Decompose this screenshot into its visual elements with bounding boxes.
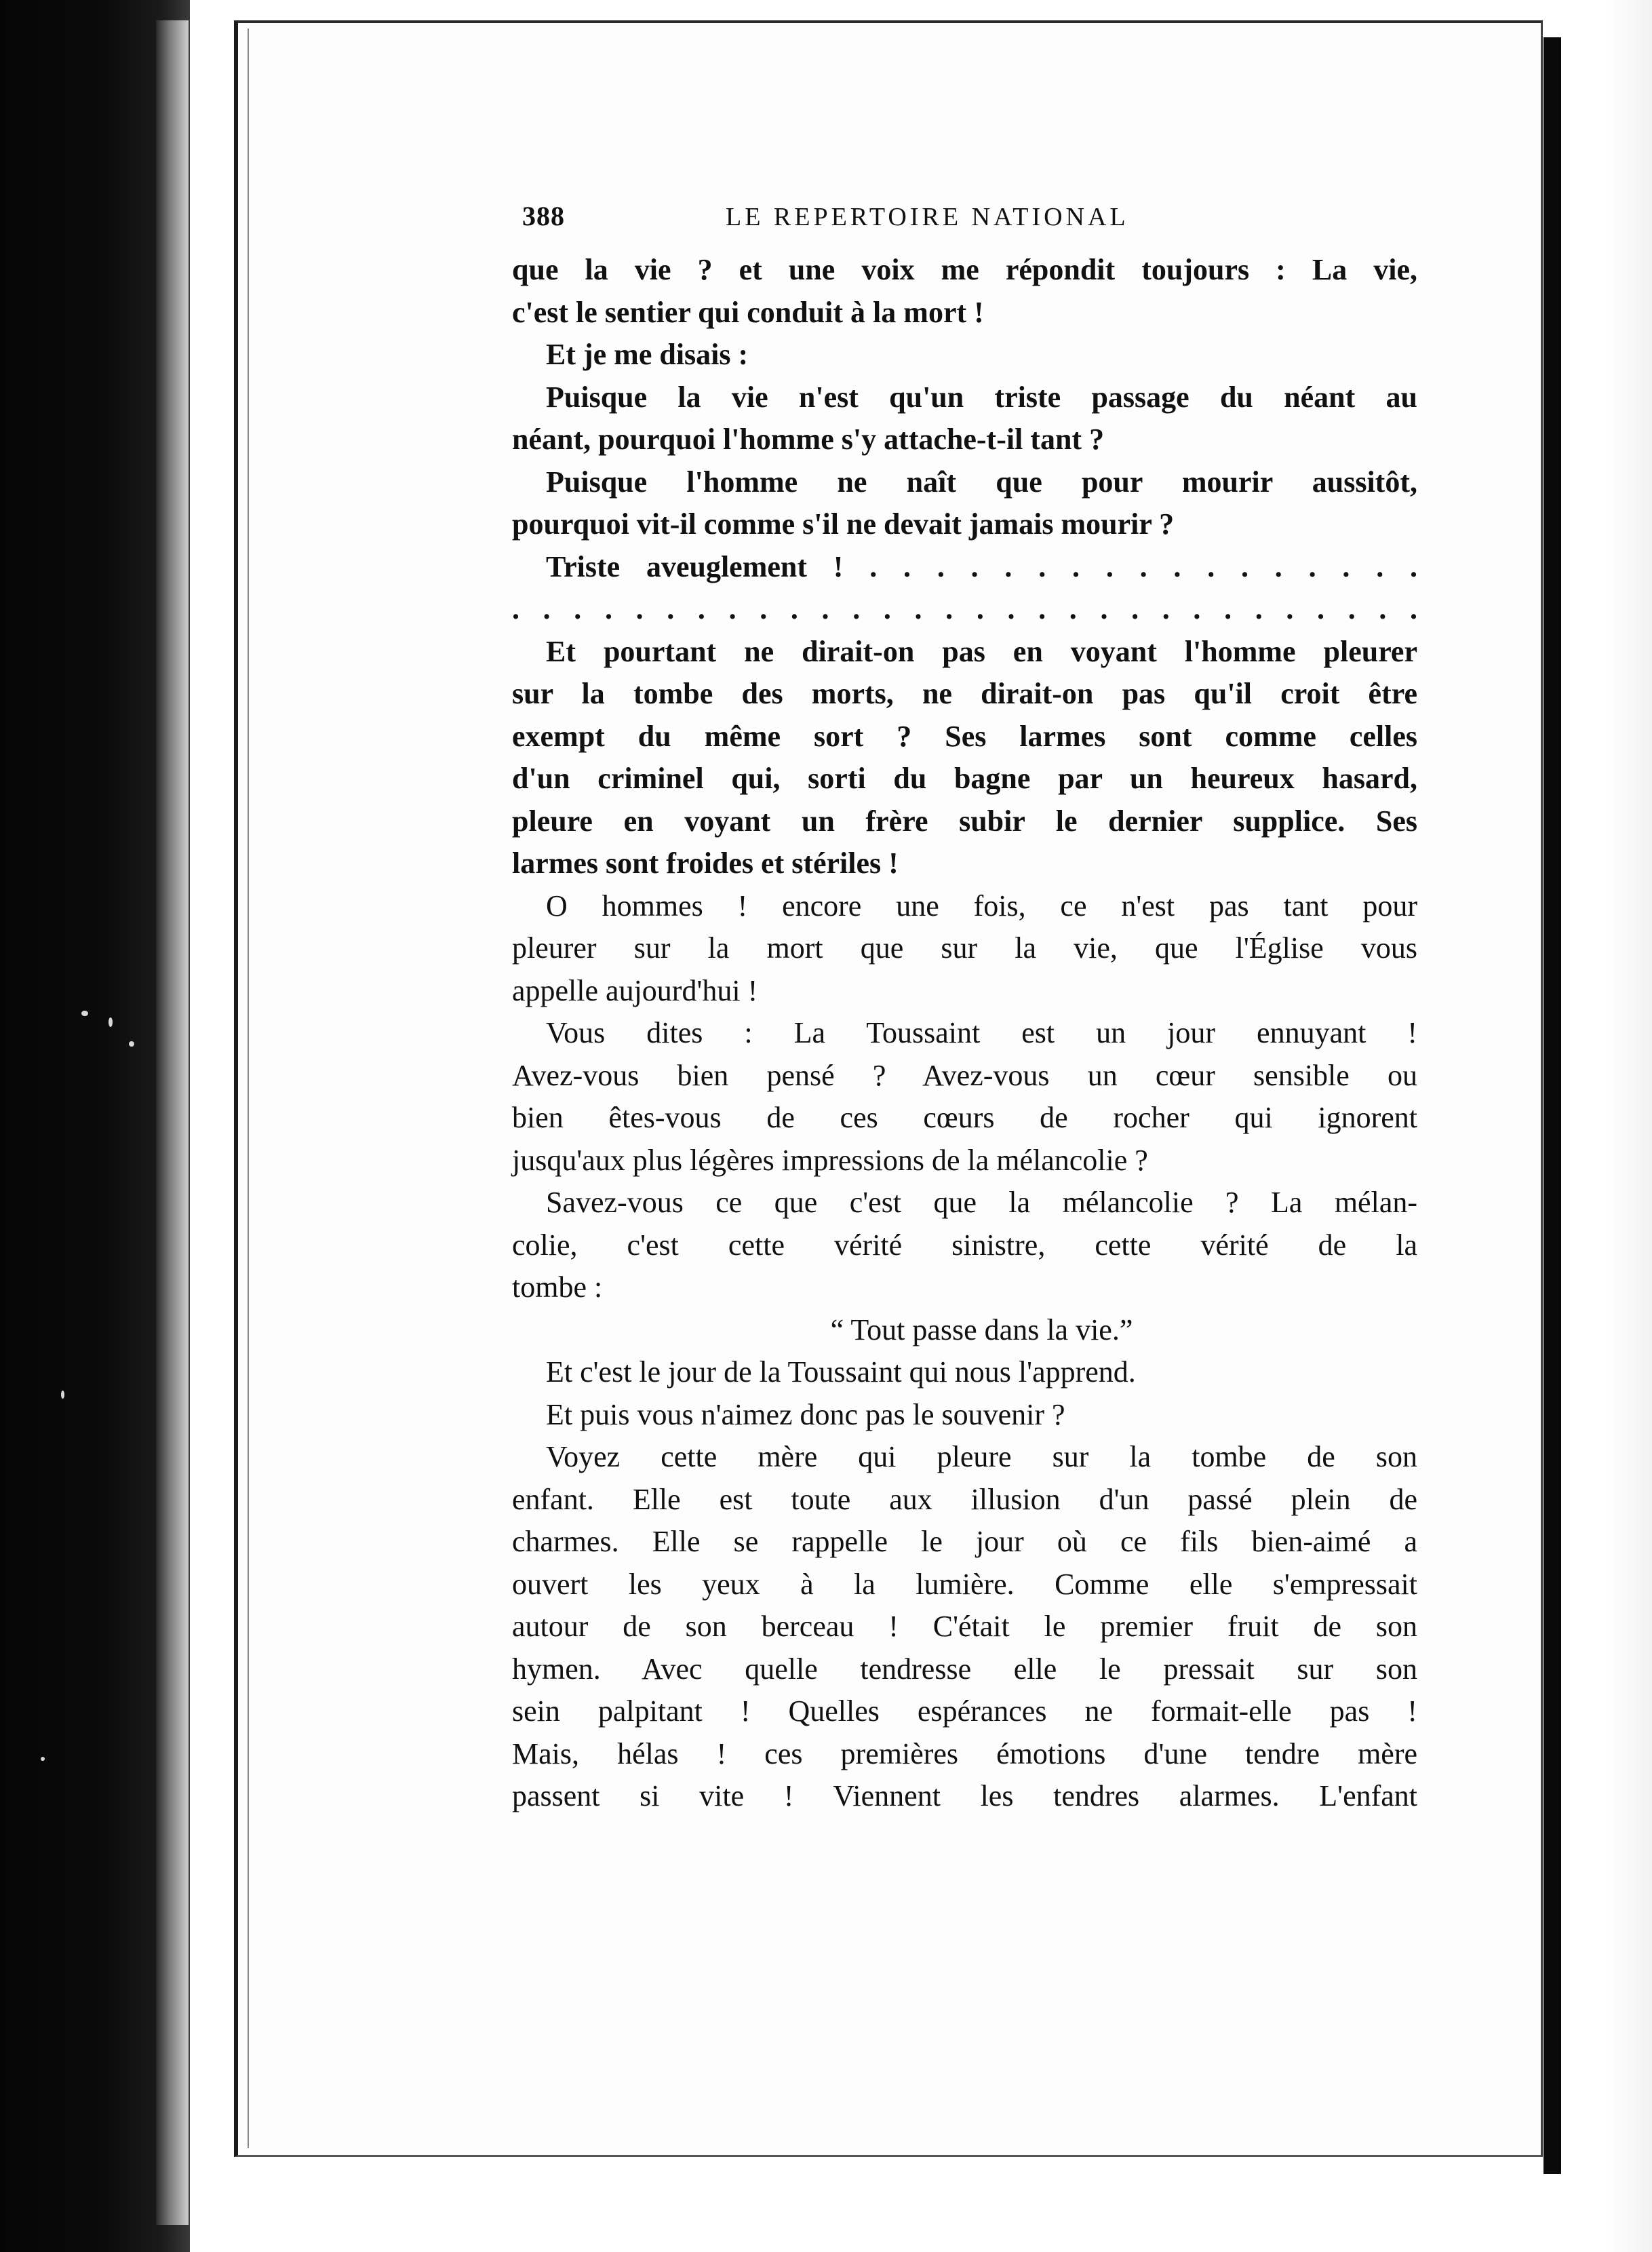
- text-line: Et pourtant ne dirait-on pas en voyant l'homme pleurer: [546, 634, 1417, 668]
- text-line: Puisque la vie n'est qu'un triste passage du néant au: [546, 380, 1417, 414]
- text-line: Et c'est le jour de la Toussaint qui nous l'apprend.: [546, 1355, 1136, 1389]
- text-block: [512, 200, 1417, 1818]
- text-line: Savez-vous ce que c'est que la mélancolie ? La mélan-: [546, 1186, 1417, 1219]
- running-head: [522, 200, 1417, 241]
- next-page-edge: [1539, 0, 1652, 2252]
- text-line: tombe :: [512, 1270, 603, 1304]
- text-line: Triste aveuglement ! . . . . . . . . . . . . . . . . .: [546, 549, 1417, 583]
- body-text: [512, 249, 1417, 1818]
- text-line: larmes sont froides et stériles !: [512, 847, 899, 880]
- binding-gutter: [0, 0, 190, 2252]
- text-line: appelle aujourd'hui !: [512, 973, 758, 1007]
- text-line: “ Tout passe dans la vie.”: [830, 1313, 1133, 1346]
- page-number: 388: [522, 201, 565, 231]
- text-line: Puisque l'homme ne naît que pour mourir aussitôt,: [546, 465, 1417, 499]
- text-line: Et puis vous n'aimez donc pas le souvenir ?: [546, 1397, 1065, 1431]
- scan-speck: [81, 1011, 88, 1016]
- text-line: ouvert les yeux à la lumière. Comme elle s'empressait: [512, 1567, 1417, 1601]
- text-line: autour de son berceau ! C'était le premier fruit de son: [512, 1610, 1417, 1643]
- text-line: sein palpitant ! Quelles espérances ne formait-elle pas !: [512, 1694, 1417, 1728]
- text-line: O hommes ! encore une fois, ce n'est pas tant pour: [546, 889, 1417, 923]
- text-line: Vous dites : La Toussaint est un jour ennuyant !: [546, 1016, 1417, 1049]
- edge-shadow: [1543, 37, 1561, 2174]
- running-title: LE REPERTOIRE NATIONAL: [726, 203, 1129, 231]
- text-line: hymen. Avec quelle tendresse elle le pressait sur son: [512, 1652, 1417, 1686]
- text-line: colie, c'est cette vérité sinistre, cette vérité de la: [512, 1228, 1417, 1262]
- scan-speck: [61, 1391, 64, 1399]
- text-line: pourquoi vit-il comme s'il ne devait jamais mourir ?: [512, 507, 1175, 541]
- text-line: que la vie ? et une voix me répondit toujours : La vie,: [512, 253, 1417, 286]
- scan-speck: [109, 1017, 113, 1027]
- text-line: c'est le sentier qui conduit à la mort !: [512, 295, 984, 329]
- text-line: exempt du même sort ? Ses larmes sont comme celles: [512, 719, 1417, 753]
- binding-spine: [156, 20, 189, 2225]
- text-line: passent si vite ! Viennent les tendres alarmes. L'enfant: [512, 1779, 1417, 1812]
- text-line: bien êtes-vous de ces cœurs de rocher qui ignorent: [512, 1101, 1417, 1134]
- text-line: enfant. Elle est toute aux illusion d'un passé plein de: [512, 1482, 1417, 1516]
- text-line: Et je me disais :: [546, 338, 749, 371]
- text-line: Voyez cette mère qui pleure sur la tombe de son: [546, 1440, 1417, 1473]
- text-line: charmes. Elle se rappelle le jour où ce fils bien-aimé a: [512, 1525, 1417, 1558]
- scan-speck: [129, 1041, 134, 1047]
- text-line: sur la tombe des morts, ne dirait-on pas qu'il croit être: [512, 677, 1417, 710]
- text-line: Avez-vous bien pensé ? Avez-vous un cœur sensible ou: [512, 1058, 1417, 1092]
- text-line: d'un criminel qui, sorti du bagne par un heureux hasard,: [512, 762, 1417, 795]
- edge-paper: [1607, 0, 1652, 2252]
- text-line: pleurer sur la mort que sur la vie, que l'Église vous: [512, 931, 1417, 965]
- scan-speck: [41, 1757, 45, 1761]
- text-line: jusqu'aux plus légères impressions de la mélancolie ?: [512, 1143, 1148, 1177]
- text-line: Mais, hélas ! ces premières émotions d'une tendre mère: [512, 1736, 1417, 1770]
- text-line: . . . . . . . . . . . . . . . . . . . . . . . . . . . . . .: [512, 592, 1417, 625]
- text-line: néant, pourquoi l'homme s'y attache-t-il tant ?: [512, 423, 1105, 456]
- text-line: pleure en voyant un frère subir le dernier supplice. Ses: [512, 804, 1417, 838]
